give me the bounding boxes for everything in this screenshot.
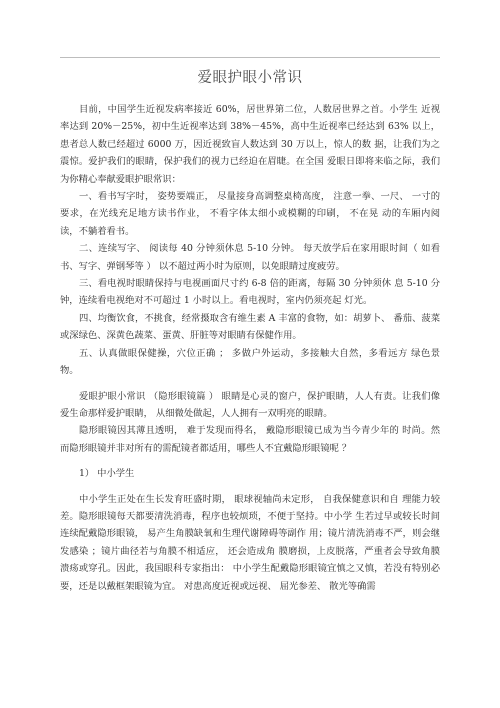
paragraph-tip-2: 二、连续写字、 阅读每 40 分钟须休息 5-10 分钟。 每天放学后在家用眼时间（ 如看书、写字、弹钢琴等 ） 以不超过两小时为原则，以免眼睛过度疲劳。	[60, 243, 440, 272]
paragraph-intro: 目前，中国学生近视发病率接近 60%，居世界第二位，人数居世界之首。小学生 近视率达到 20%－25%，初中生近视率达到 38%－45%，高中生近视率已经达到 63% 以上，患者总人数已经超过 6000 万，因近视致盲人数达到 30 万以上，惊人的数 据，让我们为之震惊。爱护我们的眼睛，保护我们的视力已经迫在眉睫。在全国 爱眼日即将来临之际，我们为你精心奉献爱眼护眼常识：	[60, 104, 440, 185]
paragraph-tip-1: 一、看书写字时， 姿势要端正， 尽量接身高调整桌椅高度， 注意一拳、一尺、 一寸的要求，在光线充足地方读书作业， 不看字体太细小或模糊的印刷， 不在晃 动的车厢内阅读，不躺着看书。	[60, 191, 440, 237]
subheading-students: 1） 中小学生	[79, 468, 135, 480]
document-body	[60, 101, 440, 595]
paragraph-tip-4: 四、均衡饮食，不挑食，经常摄取含有维生素 A 丰富的食物，如：胡萝卜、 番茄、菠菜或深绿色、深黄色蔬菜、蛋黄、肝脏等对眼睛有保健作用。	[60, 312, 440, 342]
paragraph-contact-lens-fashion: 隐形眼镜因其薄且透明， 难于发现而得名， 戴隐形眼镜已成为当今青少年的 时尚。然而隐形眼镜并非对所有的需配镜者都适用，哪些人不宜戴隐形眼镜呢 ？	[60, 425, 440, 454]
document-title: 爱眼护眼小常识	[197, 70, 303, 86]
paragraph-students: 中小学生正处在生长发育旺盛时期， 眼球视轴尚未定形， 自我保健意识和自 理能力较差。隐形眼镜每天都要清洗消毒，程序也较烦琐，不便于坚持。中小学 生若过早或较长时间连续配戴隐形眼镜， 易产生角膜缺氧和生理代谢障碍等副作 用；镜片清洗消毒不严，则会继发感染 ；镜片曲径若与角膜不相适应， 还会造成角 膜磨损，上皮脱落，严重者会导致角膜溃疡或穿孔。因此，我国眼科专家指出： 中小学生配戴隐形眼镜宜慎之又慎，若没有特别必要，还是以戴框架眼镜为宜。 对患高度近视或远视、 屈光参差、 散光等确需	[60, 493, 440, 592]
paragraph-tip-3: 三、看电视时眼睛保持与电视画面尺寸约 6-8 倍的距离，每隔 30 分钟须休 息 5-10 分钟，连续看电视绝对不可超过 1 小时以上。看电视时，室内仍须亮起 灯光。	[60, 278, 440, 307]
paragraph-contact-lens-intro: 爱眼护眼小常识 （隐形眼镜篇 ） 眼睛是心灵的窗户，保护眼睛，人人有责。让我们像爱生命那样爱护眼睛， 从细微处做起，人人拥有一双明亮的眼睛。	[60, 390, 440, 419]
paragraph-tip-5: 五、认真做眼保健操，穴位正确 ； 多做户外运动，多接触大自然，多看远方 绿色景物。	[60, 347, 440, 377]
header-rule	[60, 57, 440, 58]
